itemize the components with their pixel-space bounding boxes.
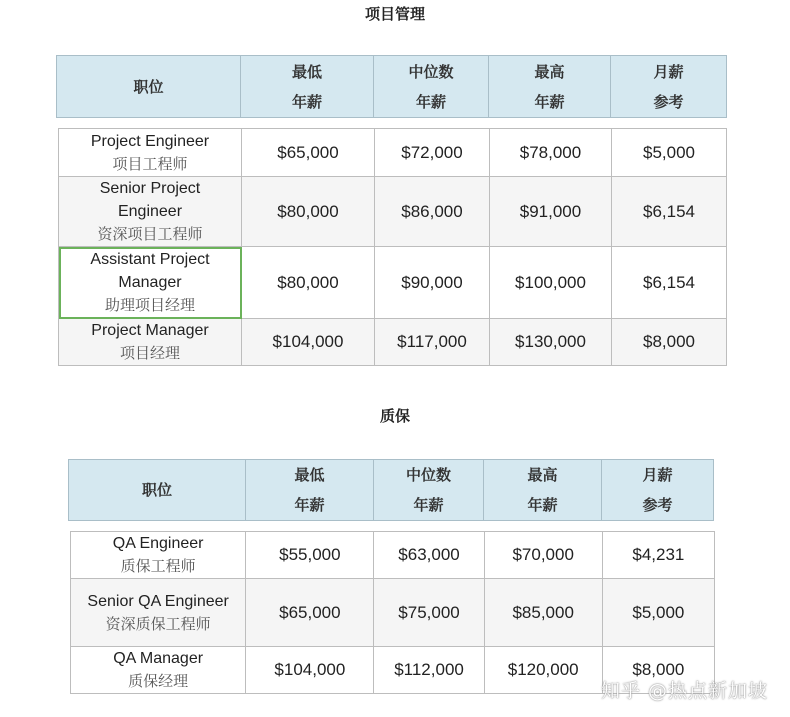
min-salary-cell: $65,000 bbox=[242, 129, 375, 177]
project-management-table bbox=[58, 128, 727, 366]
min-salary-cell: $104,000 bbox=[242, 319, 375, 366]
role-cell: Senior Project Engineer 资深项目工程师 bbox=[59, 177, 242, 247]
max-salary-cell: $85,000 bbox=[484, 579, 602, 647]
min-salary-cell: $55,000 bbox=[246, 532, 374, 579]
header-min-salary: 最低 年薪 bbox=[246, 460, 374, 521]
max-salary-cell: $91,000 bbox=[490, 177, 612, 247]
min-salary-cell: $80,000 bbox=[242, 247, 375, 319]
median-salary-cell: $63,000 bbox=[374, 532, 484, 579]
role-cell: QA Manager 质保经理 bbox=[71, 647, 246, 694]
max-salary-cell: $130,000 bbox=[490, 319, 612, 366]
role-cell: Project Engineer 项目工程师 bbox=[59, 129, 242, 177]
median-salary-cell: $72,000 bbox=[375, 129, 490, 177]
header-median-salary: 中位数 年薪 bbox=[374, 56, 489, 118]
monthly-cell: $5,000 bbox=[602, 579, 714, 647]
header-min-salary: 最低 年薪 bbox=[241, 56, 374, 118]
max-salary-cell: $100,000 bbox=[490, 247, 612, 319]
table-row bbox=[59, 247, 727, 319]
median-salary-cell: $117,000 bbox=[375, 319, 490, 366]
header-max-salary: 最高 年薪 bbox=[489, 56, 611, 118]
header-max-salary: 最高 年薪 bbox=[484, 460, 602, 521]
max-salary-cell: $78,000 bbox=[490, 129, 612, 177]
median-salary-cell: $112,000 bbox=[374, 647, 484, 694]
min-salary-cell: $65,000 bbox=[246, 579, 374, 647]
max-salary-cell: $120,000 bbox=[484, 647, 602, 694]
role-cell: QA Engineer 质保工程师 bbox=[71, 532, 246, 579]
min-salary-cell: $80,000 bbox=[242, 177, 375, 247]
role-cell: Project Manager 项目经理 bbox=[59, 319, 242, 366]
header-role: 职位 bbox=[69, 460, 246, 521]
median-salary-cell: $75,000 bbox=[374, 579, 484, 647]
table-row bbox=[59, 129, 727, 177]
header-role: 职位 bbox=[57, 56, 241, 118]
table-row bbox=[71, 579, 715, 647]
header-monthly-reference: 月薪 参考 bbox=[602, 460, 714, 521]
section-title-project-management: 项目管理 bbox=[364, 5, 425, 23]
monthly-cell: $6,154 bbox=[612, 177, 727, 247]
header-median-salary: 中位数 年薪 bbox=[374, 460, 484, 521]
monthly-cell: $5,000 bbox=[612, 129, 727, 177]
median-salary-cell: $86,000 bbox=[375, 177, 490, 247]
table-row bbox=[71, 532, 715, 579]
qa-table bbox=[70, 531, 715, 694]
monthly-cell: $4,231 bbox=[602, 532, 714, 579]
header-monthly-reference: 月薪 参考 bbox=[611, 56, 727, 118]
project-management-header-table bbox=[56, 55, 727, 118]
monthly-cell: $6,154 bbox=[612, 247, 727, 319]
min-salary-cell: $104,000 bbox=[246, 647, 374, 694]
table-row bbox=[59, 177, 727, 247]
table-row bbox=[59, 319, 727, 366]
role-cell: Senior QA Engineer 资深质保工程师 bbox=[71, 579, 246, 647]
monthly-cell: $8,000 bbox=[602, 647, 714, 694]
qa-header-table bbox=[68, 459, 714, 521]
median-salary-cell: $90,000 bbox=[375, 247, 490, 319]
section-title-qa: 质保 bbox=[379, 407, 410, 425]
role-cell: Assistant Project Manager 助理项目经理 bbox=[59, 247, 242, 319]
watermark: 知乎 @热点新加坡 bbox=[600, 680, 768, 702]
monthly-cell: $8,000 bbox=[612, 319, 727, 366]
max-salary-cell: $70,000 bbox=[484, 532, 602, 579]
